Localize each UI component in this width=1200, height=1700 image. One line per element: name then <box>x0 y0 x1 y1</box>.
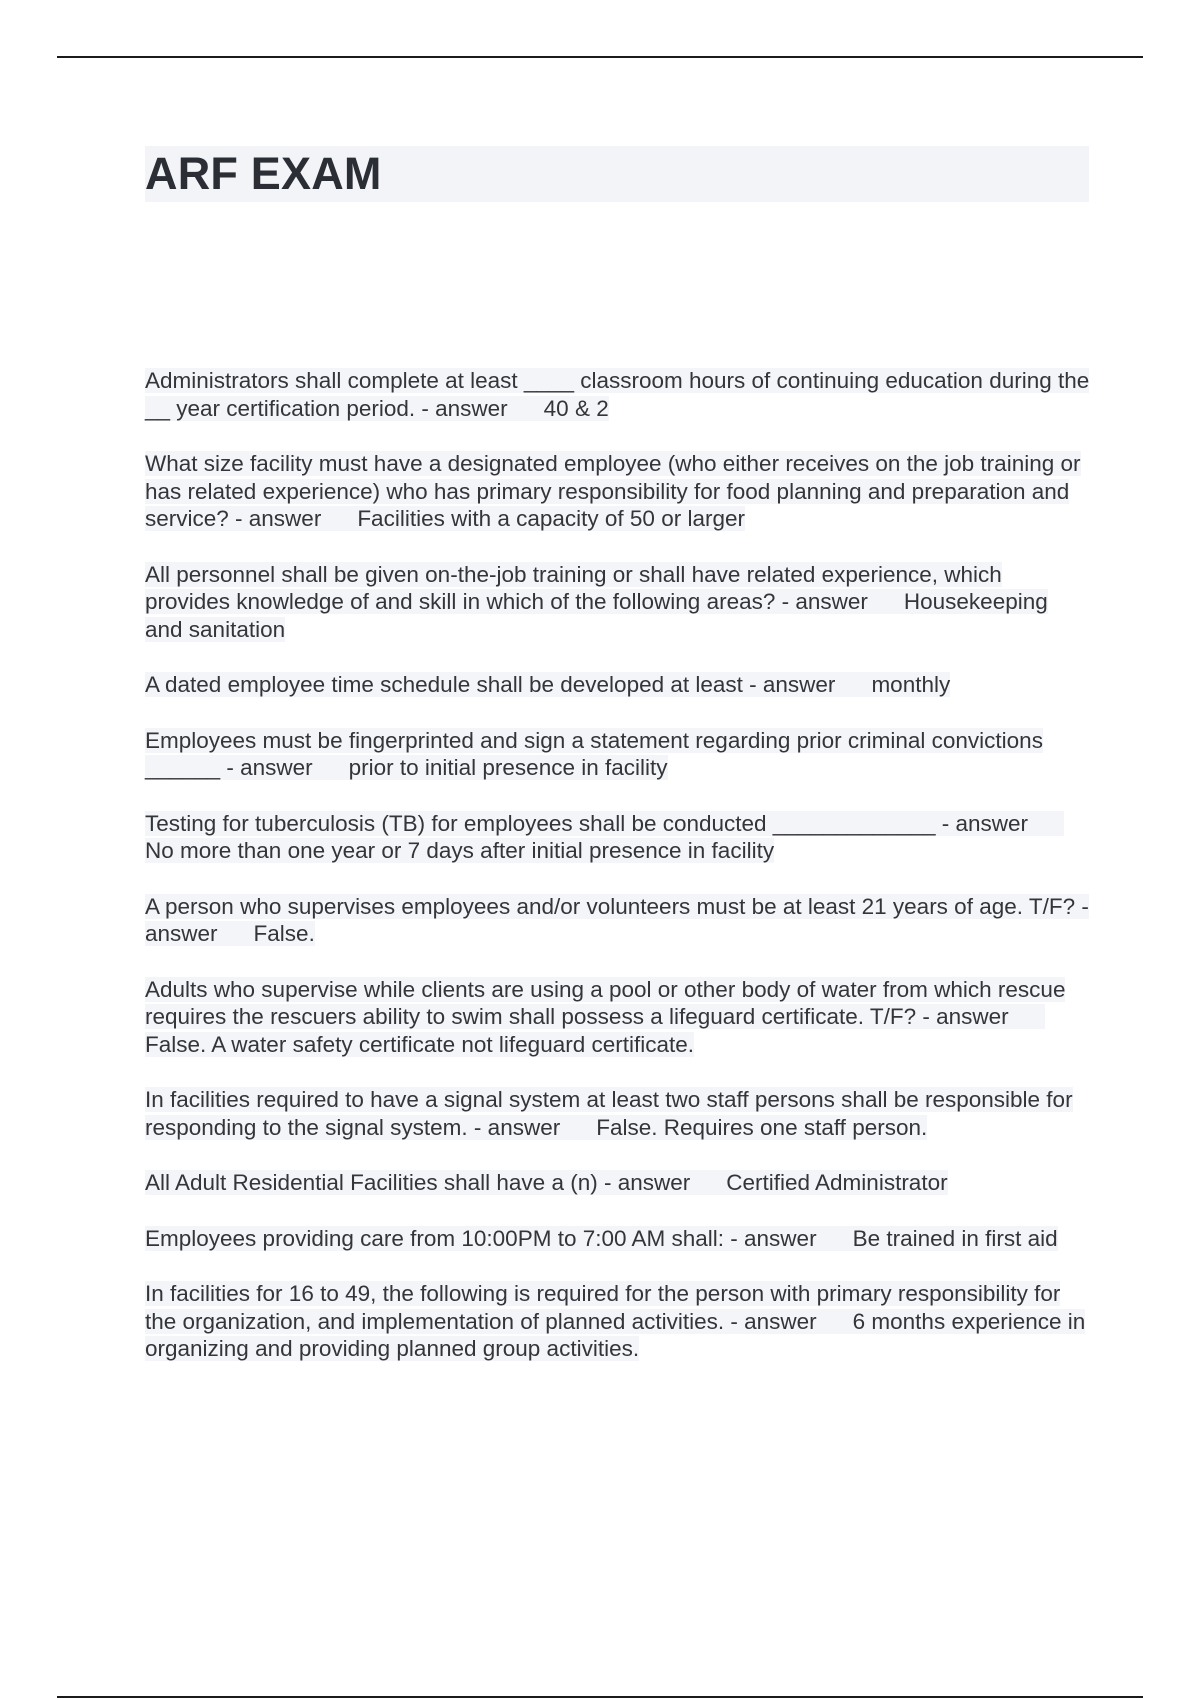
question-text: A dated employee time schedule shall be developed at least - answer <box>145 672 836 697</box>
qa-item-11 <box>145 1225 1090 1253</box>
answer-text: Housekeeping and sanitation <box>145 589 1048 642</box>
qa-item-2 <box>145 450 1090 533</box>
answer-text: 6 months experience in organizing and providing planned group activities. <box>145 1308 1086 1361</box>
qa-item-5 <box>145 727 1090 782</box>
answer-text: False. Requires one staff person. <box>596 1114 928 1140</box>
qa-item-10 <box>145 1169 1090 1197</box>
qa-item-12 <box>145 1280 1090 1363</box>
bottom-rule <box>57 1696 1143 1698</box>
qa-item-6 <box>145 810 1090 865</box>
question-text: All Adult Residential Facilities shall have a (n) - answer <box>145 1170 691 1195</box>
answer-text: No more than one year or 7 days after initial presence in facility <box>145 838 775 863</box>
question-text: Employees must be fingerprinted and sign a statement regarding prior criminal convictions ______ - answer <box>145 727 1043 780</box>
question-text: A person who supervises employees and/or volunteers must be at least 21 years of age. T/F? - answer <box>145 893 1089 946</box>
answer-text: Facilities with a capacity of 50 or larger <box>357 506 745 531</box>
qa-list <box>145 367 1090 1391</box>
qa-item-8 <box>145 976 1090 1059</box>
question-text: Employees providing care from 10:00PM to 7:00 AM shall: - answer <box>145 1225 817 1251</box>
question-text: All personnel shall be given on-the-job training or shall have related experience, which provides knowledge of and skill in which of the following areas? - answer <box>145 561 1002 614</box>
top-rule <box>57 56 1143 58</box>
qa-item-1 <box>145 367 1090 422</box>
document-title: ARF EXAM <box>145 148 382 199</box>
answer-text: False. <box>253 921 315 946</box>
qa-item-7 <box>145 893 1090 948</box>
answer-text: Certified Administrator <box>726 1170 948 1195</box>
question-text: What size facility must have a designated employee (who either receives on the job training or has related experience) who has primary responsibility for food planning and preparation and service? - answer <box>145 451 1081 531</box>
answer-text: False. A water safety certificate not lifeguard certificate. <box>145 1031 695 1057</box>
answer-text: 40 & 2 <box>543 395 609 421</box>
question-text: Administrators shall complete at least ____ classroom hours of continuing education during the __ year certification period. - answer <box>145 368 1090 421</box>
qa-item-4 <box>145 671 1090 699</box>
answer-text: prior to initial presence in facility <box>348 755 668 780</box>
answer-text: monthly <box>871 672 951 697</box>
question-text: Testing for tuberculosis (TB) for employees shall be conducted _____________ - answer <box>145 810 1029 836</box>
question-text: In facilities required to have a signal system at least two staff persons shall be responsible for responding to the signal system. - answer <box>145 1087 1073 1140</box>
qa-item-3 <box>145 561 1090 644</box>
answer-text: Be trained in first aid <box>852 1225 1058 1251</box>
question-text: In facilities for 16 to 49, the following is required for the person with primary responsibility for the organization, and implementation of planned activities. - answer <box>145 1281 1061 1334</box>
question-text: Adults who supervise while clients are using a pool or other body of water from which rescue requires the rescuers ability to swim shall possess a lifeguard certificate. T/F? - answer <box>145 976 1066 1029</box>
qa-item-9 <box>145 1086 1090 1141</box>
